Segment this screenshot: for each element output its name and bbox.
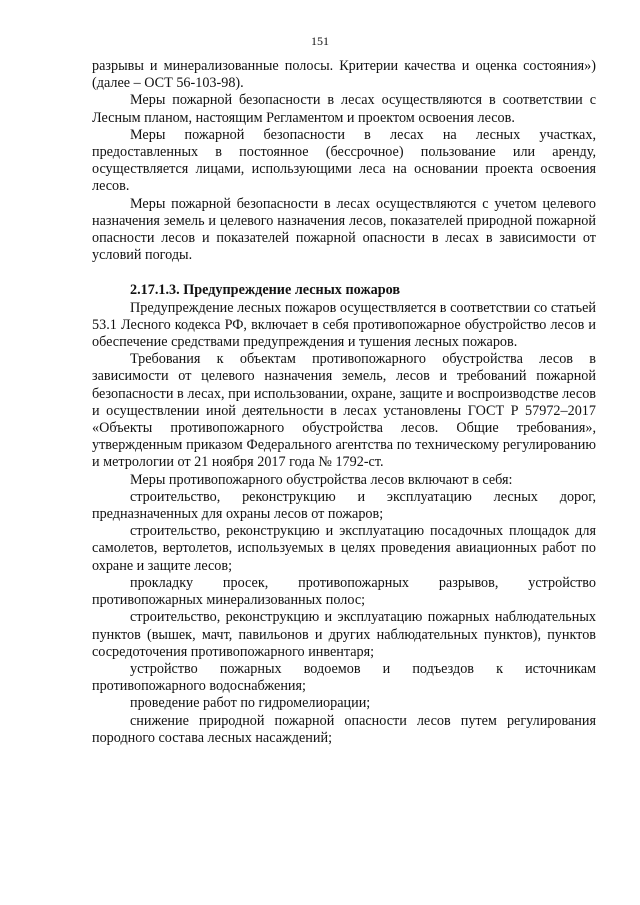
paragraph: Меры пожарной безопасности в лесах на лесных участках, предоставленных в постоянное (бессрочное) пользование или аренду, осуществляется лицами, использующими леса на основании проекта освоения лесов.: [92, 126, 596, 195]
list-item: прокладку просек, противопожарных разрывов, устройство противопожарных минерализованных полос;: [92, 574, 596, 609]
section-heading: 2.17.1.3. Предупреждение лесных пожаров: [130, 282, 401, 299]
list-item: строительство, реконструкцию и эксплуатацию посадочных площадок для самолетов, вертолетов, используемых в целях проведения авиационных работ по охране и защите лесов;: [92, 523, 596, 574]
paragraph: Требования к объектам противопожарного обустройства лесов в зависимости от целевого назначения земель, лесов и требований пожарной безопасности в лесах, при использовании, охране, защите и воспроизводстве лесов и осуществлении иной деятельности в лесах установлены ГОСТ Р 57972–2017 «Объекты противопожарного обустройства лесов. Общие требования», утвержденным приказом Федерального агентства по техническому регулированию и метрологии от 21 ноября 2017 года № 1792-ст.: [92, 351, 596, 471]
paragraph: Предупреждение лесных пожаров осуществляется в соответствии со статьей 53.1 Лесного кодекса РФ, включает в себя противопожарное обустройство лесов и обеспечение средствами предупреждения и тушения лесных пожаров.: [92, 299, 596, 351]
list-item: снижение природной пожарной опасности лесов путем регулирования породного состава лесных насаждений;: [92, 712, 596, 746]
paragraph-continuation: разрывы и минерализованные полосы. Критерии качества и оценка состояния») (далее – ОСТ 56-103-98).: [92, 58, 596, 92]
list-item: строительство, реконструкцию и эксплуатацию пожарных наблюдательных пунктов (вышек, мачт, павильонов и других наблюдательных пунктов), пунктов сосредоточения противопожарного инвентаря;: [92, 609, 596, 660]
page-number: 151: [311, 34, 329, 48]
list-item: проведение работ по гидромелиорации;: [130, 695, 371, 712]
paragraph: Меры противопожарного обустройства лесов включают в себя:: [130, 471, 513, 488]
document-body: [92, 58, 596, 747]
list-item: строительство, реконструкцию и эксплуатацию лесных дорог, предназначенных для охраны лесов от пожаров;: [92, 488, 596, 523]
list-item: устройство пожарных водоемов и подъездов к источникам противопожарного водоснабжения;: [92, 660, 596, 695]
paragraph: Меры пожарной безопасности в лесах осуществляются в соответствии с Лесным планом, настоящим Регламентом и проектом освоения лесов.: [92, 92, 596, 126]
paragraph: Меры пожарной безопасности в лесах осуществляются с учетом целевого назначения земель и целевого назначения лесов, показателей природной пожарной опасности лесов и показателей пожарной опасности в лесах в зависимости от условий погоды.: [92, 195, 596, 264]
